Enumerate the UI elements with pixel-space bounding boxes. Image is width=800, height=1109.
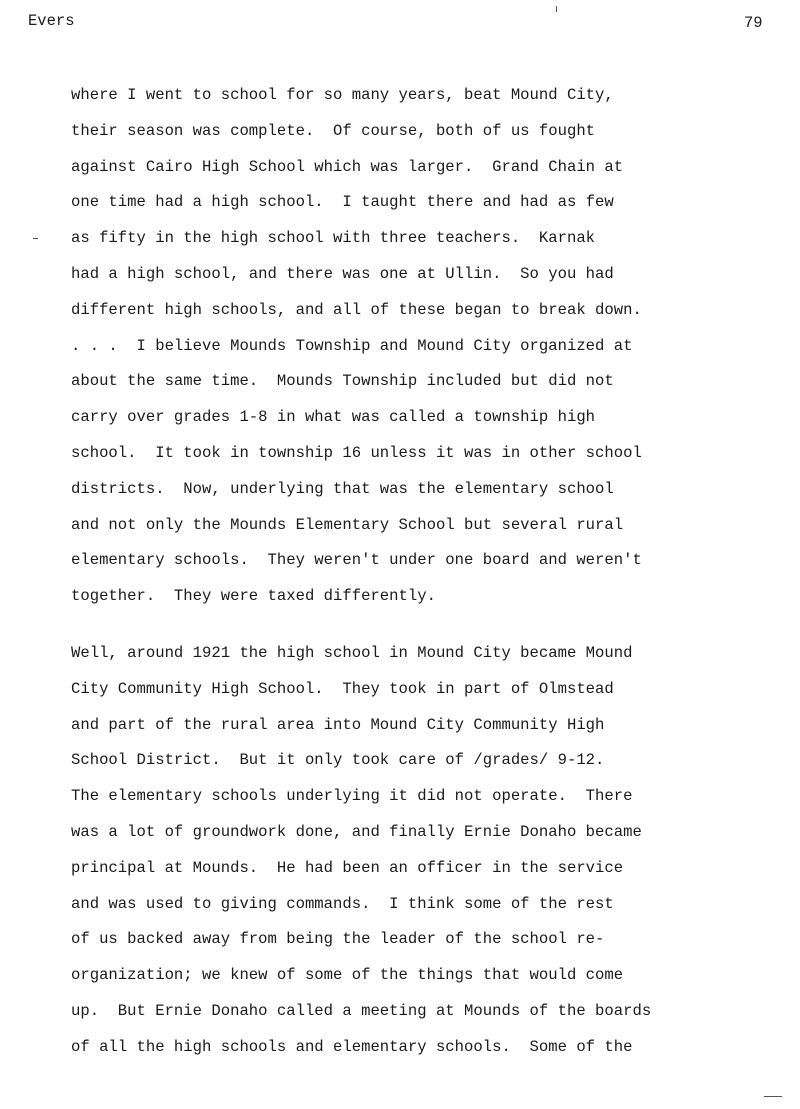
text-line: principal at Mounds. He had been an officer in the service	[71, 858, 624, 877]
text-line: carry over grades 1-8 in what was called a township high	[71, 408, 596, 427]
text-line: City Community High School. They took in part of Olmstead	[71, 679, 614, 698]
text-line: their season was complete. Of course, both of us fought	[71, 121, 596, 140]
text-line: school. It took in township 16 unless it was in other school	[71, 443, 642, 462]
text-line: and part of the rural area into Mound City Community High	[71, 715, 605, 734]
text-line: districts. Now, underlying that was the elementary school	[71, 479, 614, 498]
text-line: The elementary schools underlying it did not operate. There	[71, 787, 633, 806]
text-line: and not only the Mounds Elementary School but several rural	[71, 515, 624, 534]
text-line: together. They were taxed differently.	[71, 587, 436, 606]
margin-dash-mark	[33, 238, 38, 239]
text-line: and was used to giving commands. I think some of the rest	[71, 894, 614, 913]
text-line: about the same time. Mounds Township included but did not	[71, 372, 614, 391]
text-line: Well, around 1921 the high school in Mound City became Mound	[71, 644, 633, 662]
text-line: was a lot of groundwork done, and finally Ernie Donaho became	[71, 822, 642, 841]
page-number: 79	[744, 14, 763, 32]
text-line: one time had a high school. I taught there and had as few	[71, 193, 614, 212]
scan-tick-mark	[556, 6, 557, 12]
scan-dash-mark	[764, 1096, 782, 1097]
text-line: of all the high schools and elementary schools. Some of the	[71, 1037, 633, 1056]
text-line: different high schools, and all of these began to break down.	[71, 300, 642, 319]
text-line: organization; we knew of some of the things that would come	[71, 966, 624, 985]
text-line: elementary schools. They weren't under one board and weren't	[71, 551, 642, 570]
text-line: . . . I believe Mounds Township and Mound City organized at	[71, 336, 633, 355]
text-line: where I went to school for so many years, beat Mound City,	[71, 86, 614, 104]
paragraph-2	[71, 636, 651, 1066]
text-line: against Cairo High School which was larger. Grand Chain at	[71, 157, 624, 176]
text-line: up. But Ernie Donaho called a meeting at Mounds of the boards	[71, 1001, 652, 1020]
text-line: School District. But it only took care of /grades/ 9-12.	[71, 751, 605, 770]
text-line: had a high school, and there was one at Ullin. So you had	[71, 264, 614, 283]
text-line: of us backed away from being the leader of the school re-	[71, 930, 605, 949]
paragraph-1	[71, 78, 642, 615]
page-header-author: Evers	[28, 12, 75, 30]
text-line: as fifty in the high school with three teachers. Karnak	[71, 229, 596, 248]
